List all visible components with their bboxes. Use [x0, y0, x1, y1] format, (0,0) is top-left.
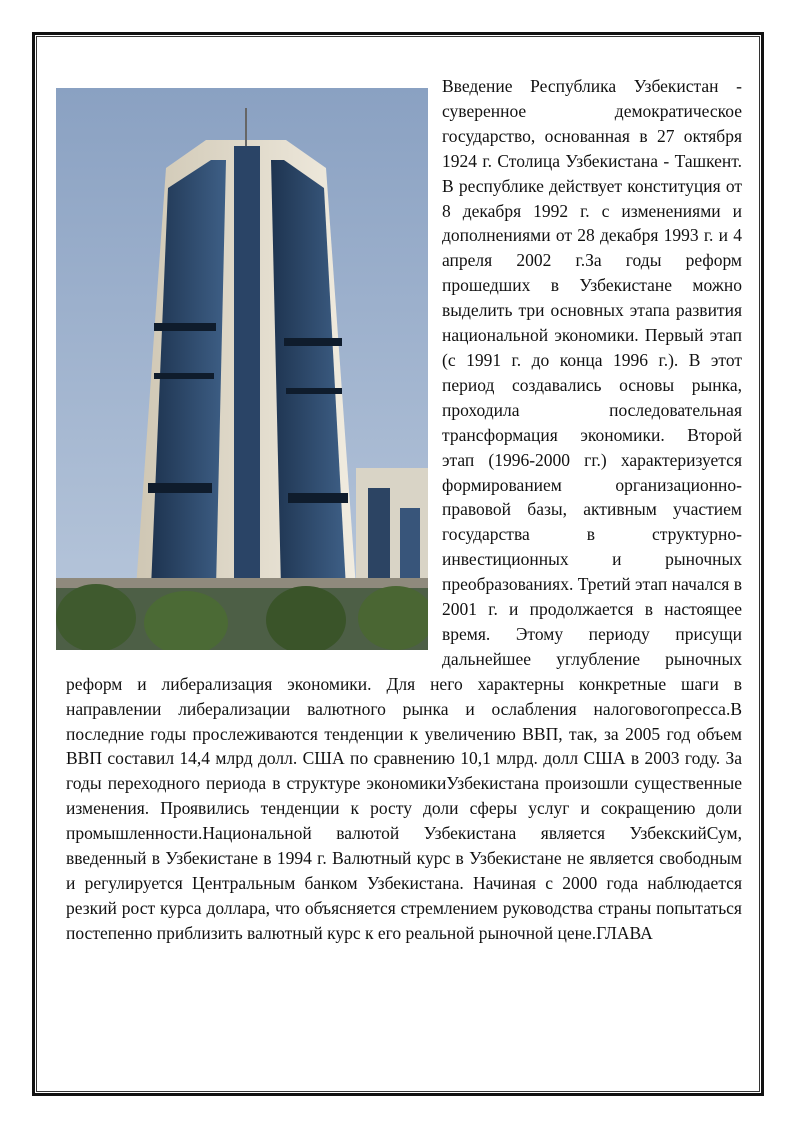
document-body — [66, 74, 742, 946]
image-wrap-spacer — [66, 74, 442, 662]
body-text: Введение Республика Узбекистан - суверенное демократическое государство, основанная в 27 октября 1924 г. Столица Узбекистана - Ташкент. В республике действует конституция от 8 декабря 1992 г. с изменениями и дополнениями от 28 декабря 1993 г. и 4 апреля 2002 г.За годы реформ прошедших в Узбекистане можно выделить три основных этапа развития национальной экономики. Первый этап (с 1991 г. до конца 1996 г.). В этот период создавались основы рынка, проходила последовательная трансформация экономики. Второй этап (1996-2000 гг.) характеризуется формированием организационно-правовой базы, активным участием государства в структурно-инвестиционных и рыночных преобразованиях. Третий этап начался в 2001 г. и продолжается в настоящее время. Этому периоду присущи дальнейшее углубление рыночных реформ и либерализация экономики. Для него характерны конкретные шаги в направлении либерализации валютного рынка и ослабления налоговогопресса.В последние годы прослеживаются тенденции к увеличению ВВП, так, за 2005 год объем ВВП составил 14,4 млрд долл. США по сравнению 10,1 млрд. долл США в 2003 году. За годы переходного периода в структуре экономикиУзбекистана произошли существенные изменения. Проявились тенденции к росту доли сферы услуг и сокращению доли промышленности.Национальной валютой Узбекистана является УзбекскийСум, введенный в Узбекистане в 1994 г. Валютный курс в Узбекистане не является свободным и регулируется Центральным банком Узбекистана. Начиная с 2000 года наблюдается резкий рост курса доллара, что объясняется стремлением руководства страны попытаться постепенно приблизить валютный курс к его реальной рыночной цене.ГЛАВА — [66, 76, 742, 943]
